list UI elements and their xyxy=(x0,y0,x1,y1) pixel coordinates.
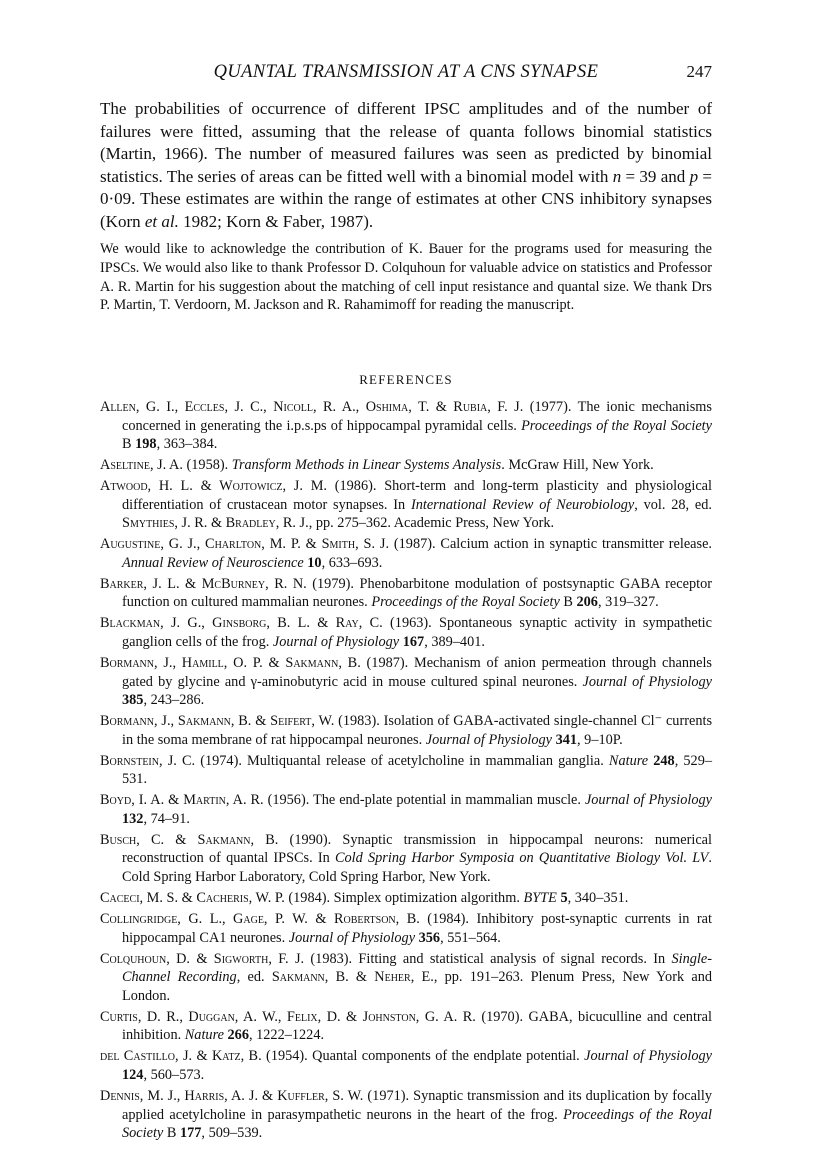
reference-volume: 356 xyxy=(418,929,441,946)
reference-volume: 198 xyxy=(135,436,157,452)
reference-journal: Nature xyxy=(608,752,649,769)
reference-text: (1984). Simplex optimization algorithm. xyxy=(284,890,524,907)
reference-journal: Single-Channel Recording xyxy=(122,950,712,986)
reference-text: (1983). Isolation of GABA-activated single-channel Cl⁻ currents in the soma membrane of rat hippocampal neurones. xyxy=(122,713,713,748)
reference-item xyxy=(100,654,712,710)
reference-text: (1987). Calcium action in synaptic transmitter release. xyxy=(389,536,712,553)
reference-text: . Cold Spring Harbor Laboratory, Cold Spring Harbor, New York. xyxy=(122,850,712,885)
reference-text: B xyxy=(559,594,577,611)
reference-item xyxy=(100,1087,712,1143)
running-title: QUANTAL TRANSMISSION AT A CNS SYNAPSE xyxy=(213,62,599,82)
reference-text: (1987). Mechanism of anion permeation through channels gated by glycine and γ-aminobutyric acid in mouse cultured spinal neurones. xyxy=(122,655,712,690)
reference-journal: Journal of Physiology xyxy=(582,673,712,690)
reference-journal: Nature xyxy=(184,1027,224,1044)
acknowledgement-text: We would like to acknowledge the contribution of K. Bauer for the programs used for measuring the IPSCs. We would also like to thank Professor D. Colquhoun for valuable advice on statistics and Professor A. R. Martin for his suggestion about the matching of cell input resistance and quantal size. We thank Drs P. Martin, T. Verdoorn, M. Jackson and R. Rahamimoff for reading the manuscript. xyxy=(100,241,712,314)
reference-pages: , 319–327. xyxy=(597,594,659,611)
reference-item xyxy=(100,614,712,651)
reference-item xyxy=(100,889,712,908)
reference-editors: Smythies, J. R. & Bradley, R. J. xyxy=(122,515,309,532)
running-head xyxy=(100,62,712,88)
reference-item xyxy=(100,752,712,789)
reference-journal: Journal of Physiology xyxy=(584,792,712,809)
reference-item xyxy=(100,950,712,1006)
reference-journal: Journal of Physiology xyxy=(584,1048,712,1065)
reference-pages: , 340–351. xyxy=(567,890,629,907)
reference-authors: Bormann, J., Sakmann, B. & Seifert, W. xyxy=(100,713,335,730)
reference-item xyxy=(100,712,712,749)
reference-pages: , 9–10P. xyxy=(577,731,623,748)
reference-journal: Proceedings of the Royal Society xyxy=(371,594,560,611)
reference-item xyxy=(100,1008,712,1045)
reference-text: (1958). xyxy=(182,457,232,474)
page-number: 247 xyxy=(686,62,712,81)
reference-text: (1956). The end-plate potential in mammalian muscle. xyxy=(263,792,585,809)
et-al: et al. xyxy=(144,211,179,231)
reference-item xyxy=(100,831,712,887)
reference-text: (1990). Synaptic transmission in hippocampal neurons: numerical reconstruction of quantal IPSCs. In xyxy=(122,831,712,867)
reference-pages: , 363–384. xyxy=(156,436,218,452)
reference-authors: Curtis, D. R., Duggan, A. W., Felix, D. & Johnston, G. A. R. xyxy=(100,1008,476,1025)
reference-authors: Bornstein, J. C. xyxy=(100,752,196,769)
reference-text: (1986). Short-term and long-term plasticity and physiological differentiation of crustacean motor synapses. In xyxy=(122,478,712,513)
reference-authors: Barker, J. L. & McBurney, R. N. xyxy=(100,575,307,592)
reference-pages: , 633–693. xyxy=(321,554,383,571)
references-heading: REFERENCES xyxy=(359,372,453,387)
reference-text: (1971). Synaptic transmission and its duplication by focally applied acetylcholine in parasympathetic neurons in the heart of the frog. xyxy=(122,1088,713,1123)
reference-text: (1984). Inhibitory post-synaptic currents in rat hippocampal CA1 neurones. xyxy=(122,911,712,946)
reference-journal: Journal of Physiology xyxy=(272,633,400,650)
reference-journal: Journal of Physiology xyxy=(288,929,416,946)
reference-pages: , 389–401. xyxy=(424,633,485,650)
reference-item xyxy=(100,575,712,612)
reference-authors: Atwood, H. L. & Wojtowicz, J. M. xyxy=(100,478,327,495)
reference-journal: Annual Review of Neuroscience xyxy=(122,554,304,571)
reference-journal: Proceedings of the Royal Society xyxy=(122,1106,712,1141)
reference-item xyxy=(100,1047,712,1084)
reference-pages: , 243–286. xyxy=(143,692,205,709)
reference-authors: Bormann, J., Hamill, O. P. & Sakmann, B. xyxy=(100,655,361,672)
reference-text: B xyxy=(122,436,136,452)
reference-volume: 5 xyxy=(560,890,568,907)
reference-authors: Dennis, M. J., Harris, A. J. & Kuffler, S. W. xyxy=(100,1088,364,1104)
reference-authors: Augustine, G. J., Charlton, M. P. & Smith, S. J. xyxy=(100,536,390,553)
reference-volume: 385 xyxy=(122,692,144,709)
reference-journal: BYTE xyxy=(523,890,557,907)
reference-volume: 341 xyxy=(555,731,578,748)
reference-pages: , 560–573. xyxy=(143,1066,205,1083)
body-paragraph xyxy=(100,98,712,234)
reference-text: . McGraw Hill, New York. xyxy=(501,457,654,474)
reference-journal: Transform Methods in Linear Systems Analysis xyxy=(231,457,502,474)
body-text-span: = 39 and xyxy=(621,166,690,186)
reference-authors: Aseltine, J. A. xyxy=(100,457,183,474)
acknowledgements xyxy=(100,240,712,315)
reference-volume: 167 xyxy=(402,633,425,650)
reference-authors: Collingridge, G. L., Gage, P. W. & Robertson, B. xyxy=(100,911,420,928)
reference-text: (1977). The ionic mechanisms concerned in generating the i.p.s.ps of hippocampal pyramidal cells. xyxy=(122,399,712,434)
reference-text: (1974). Multiquantal release of acetylcholine in mammalian ganglia. xyxy=(195,752,609,769)
reference-volume: 10 xyxy=(307,554,322,571)
body-text-span: The probabilities of occurrence of different IPSC amplitudes and of the number of failures were fitted, assuming that the release of quanta follows binomial statistics (Martin, 1966). The number of measured failures was seen as predicted by binomial statistics. The series of areas can be fitted well with a binomial model with xyxy=(100,99,712,186)
reference-item xyxy=(100,791,712,828)
reference-item xyxy=(100,456,712,475)
reference-item xyxy=(100,910,712,947)
binomial-paragraph xyxy=(100,98,712,234)
body-text-span: = 0·09. These estimates are within the range of estimates at other CNS inhibitory synapses (Korn xyxy=(100,166,712,231)
reference-editors: Sakmann, B. & Neher, E. xyxy=(271,969,434,986)
reference-text: , vol. 28, ed. xyxy=(634,496,712,513)
reference-authors: del Castillo, J. & Katz, B. xyxy=(100,1048,262,1065)
reference-text: (1979). Phenobarbitone modulation of postsynaptic GABA receptor function on cultured mammalian neurones. xyxy=(122,575,712,611)
reference-authors: Blackman, J. G., Ginsborg, B. L. & Ray, C. xyxy=(100,615,383,632)
body-text-span: 1982; Korn & Faber, 1987). xyxy=(178,211,374,231)
reference-pages: , 509–539. xyxy=(201,1125,263,1141)
reference-text: , pp. 275–362. Academic Press, New York. xyxy=(308,515,555,532)
reference-volume: 177 xyxy=(179,1125,202,1141)
reference-volume: 248 xyxy=(653,752,675,769)
binomial-n: n xyxy=(612,166,622,186)
reference-text: (1983). Fitting and statistical analysis of signal records. In xyxy=(304,950,672,967)
reference-text: B xyxy=(163,1125,180,1141)
reference-authors: Busch, C. & Sakmann, B. xyxy=(100,831,279,848)
binomial-p: p xyxy=(689,166,699,186)
reference-authors: Allen, G. I., Eccles, J. C., Nicoll, R. A., Oshima, T. & Rubia, F. J. xyxy=(100,399,524,415)
reference-pages: , 529–531. xyxy=(122,752,712,788)
reference-journal: International Review of Neurobiology xyxy=(410,496,635,513)
reference-volume: 124 xyxy=(122,1066,144,1083)
reference-authors: Colquhoun, D. & Sigworth, F. J. xyxy=(100,950,305,967)
reference-pages: , 551–564. xyxy=(440,929,501,946)
reference-journal: Proceedings of the Royal Society xyxy=(521,417,713,434)
reference-text: (1954). Quantal components of the endplate potential. xyxy=(261,1048,585,1065)
reference-authors: Boyd, I. A. & Martin, A. R. xyxy=(100,792,264,809)
reference-volume: 206 xyxy=(576,594,598,611)
reference-item xyxy=(100,477,712,533)
reference-item xyxy=(100,535,712,572)
reference-text: (1963). Spontaneous synaptic activity in sympathetic ganglion cells of the frog. xyxy=(122,615,712,650)
reference-journal: Cold Spring Harbor Symposia on Quantitative Biology Vol. LV xyxy=(335,850,709,867)
reference-text: (1970). GABA, bicuculline and central inhibition. xyxy=(122,1008,713,1044)
reference-pages: , 1222–1224. xyxy=(248,1027,325,1044)
reference-pages: , 74–91. xyxy=(143,810,190,827)
reference-journal: Journal of Physiology xyxy=(425,731,552,748)
reference-volume: 266 xyxy=(227,1027,249,1044)
reference-text: , pp. 191–263. Plenum Press, New York and London. xyxy=(122,969,712,1004)
reference-item xyxy=(100,398,712,454)
reference-volume: 132 xyxy=(122,810,144,827)
reference-authors: Caceci, M. S. & Cacheris, W. P. xyxy=(100,890,285,907)
reference-list xyxy=(100,398,712,1145)
reference-text: , ed. xyxy=(236,969,272,986)
